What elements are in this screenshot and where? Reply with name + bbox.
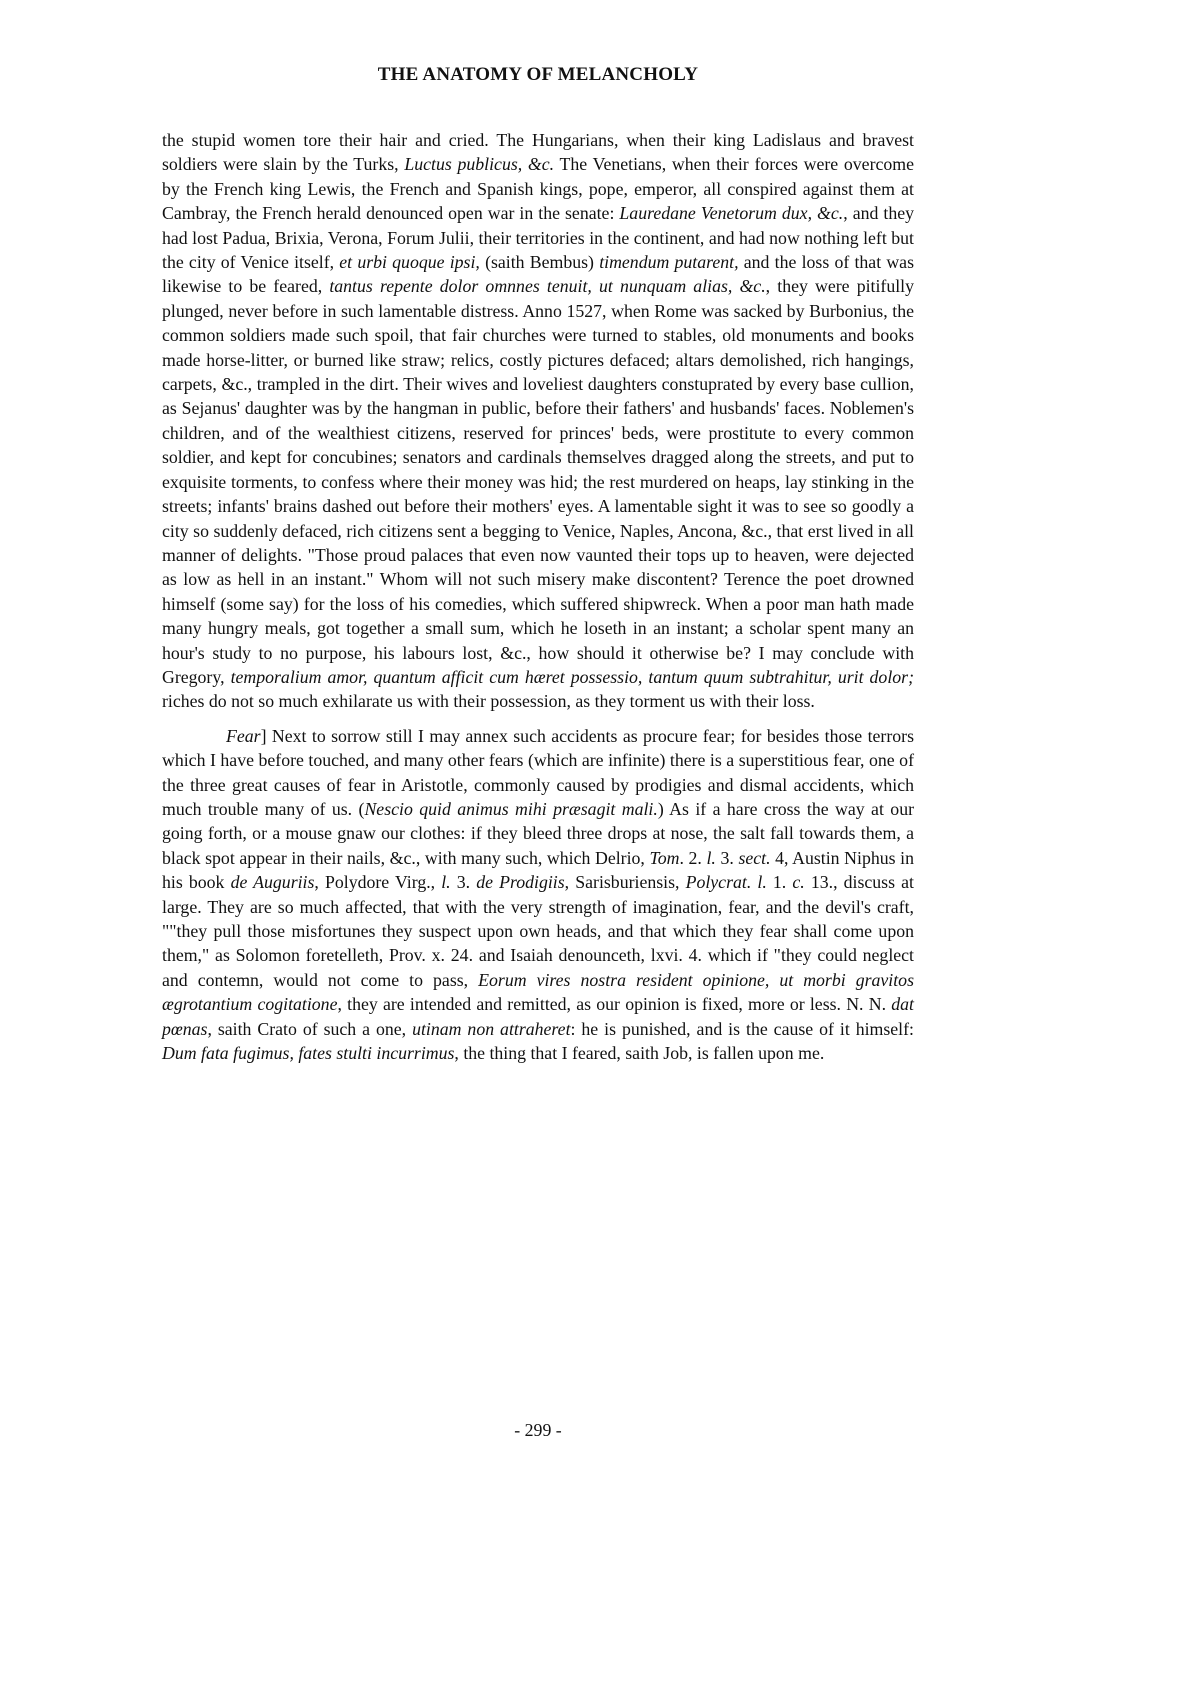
italic-run: Lauredane Venetorum dux, &c. — [619, 203, 844, 224]
body-text — [162, 128, 914, 1065]
italic-run: c. — [792, 872, 805, 893]
page-number: - 299 - — [514, 1420, 562, 1440]
italic-run: de Auguriis — [230, 872, 315, 893]
italic-run: timendum putarent, — [599, 252, 739, 273]
italic-run: Tom — [649, 847, 680, 868]
italic-run: temporalium amor, quantum afficit cum hæret possessio, tantum quum subtrahitur, urit dolor; — [230, 666, 914, 687]
italic-run: Dum fata fugimus, fates stulti incurrimus — [162, 1043, 455, 1064]
running-title: THE ANATOMY OF MELANCHOLY — [377, 64, 699, 85]
italic-run: et urbi quoque ipsi, — [339, 252, 480, 273]
italic-run: Nescio quid animus mihi præsagit mali. — [364, 798, 658, 819]
paragraph: the stupid women tore their hair and cried. The Hungarians, when their king Ladislaus and bravest soldiers were slain by the Turks, Luctus publicus, &c. The Venetians, when their forces were overcome by the French king Lewis, the French and Spanish kings, pope, emperor, all conspired against them at Cambray, the French herald denounced open war in the senate: Lauredane Venetorum dux, &c., and they had lost Padua, Brixia, Verona, Forum Julii, their territories in the continent, and had now nothing left but the city of Venice itself, et urbi quoque ipsi, (saith Bembus) timendum putarent, and the loss of that was likewise to be feared, tantus repente dolor omnnes tenuit, ut nunquam alias, &c., they were pitifully plunged, never before in such lamentable distress. Anno 1527, when Rome was sacked by Burbonius, the common soldiers made such spoil, that fair churches were turned to stables, old monuments and books made horse-litter, or burned like straw; relics, costly pictures defaced; altars demolished, rich hangings, carpets, &c., trampled in the dirt. Their wives and loveliest daughters constuprated by every base cullion, as Sejanus' daughter was by the hangman in public, before their fathers' and husbands' faces. Noblemen's children, and of the wealthiest citizens, reserved for princes' beds, were prostitute to every common soldier, and kept for concubines; senators and cardinals themselves dragged along the streets, and put to exquisite torments, to confess where their money was hid; the rest murdered on heaps, lay stinking in the streets; infants' brains dashed out before their mothers' eyes. A lamentable sight it was to see so goodly a city so suddenly defaced, rich citizens sent a begging to Venice, Naples, Ancona, &c., that erst lived in all manner of delights. "Those proud palaces that even now vaunted their tops up to heaven, were dejected as low as hell in an instant." Whom will not such misery make discontent? Terence the poet drowned himself (some say) for the loss of his comedies, which suffered shipwreck. When a poor man hath made many hungry meals, got together a small sum, which he loseth in an instant; a scholar spent many an hour's study to no purpose, his labours lost, &c., how should it otherwise be? I may conclude with Gregory, temporalium amor, quantum afficit cum hæret possessio, tantum quum subtrahitur, urit dolor; riches do not so much exhilarate us with their possession, as they torment us with their loss. — [162, 130, 915, 712]
italic-run: de Prodigiis — [476, 872, 565, 893]
italic-run: Fear — [226, 725, 261, 746]
italic-run: tantus repente dolor omnnes tenuit, ut nunquam alias, &c. — [329, 276, 766, 297]
italic-run: dat pœnas — [162, 994, 914, 1039]
italic-run: l. — [706, 847, 716, 868]
italic-run: Polycrat. l. — [685, 872, 767, 893]
italic-run: Luctus publicus, &c. — [404, 154, 555, 175]
italic-run: sect. — [738, 847, 771, 868]
italic-run: l. — [441, 872, 451, 893]
italic-run: Eorum vires nostra resident opinione, ut morbi gravitos ægrotantium cogitatione — [162, 969, 914, 1015]
italic-run: utinam non attraheret — [412, 1018, 571, 1039]
paragraph: Fear] Next to sorrow still I may annex such accidents as procure fear; for besides those terrors which I have before touched, and many other fears (which are infinite) there is a superstitious fear, one of the three great causes of fear in Aristotle, commonly caused by prodigies and dismal accidents, which much trouble many of us. (Nescio quid animus mihi præsagit mali.) As if a hare cross the way at our going forth, or a mouse gnaw our clothes: if they bleed three drops at nose, the salt fall towards them, a black spot appear in their nails, &c., with many such, which Delrio, Tom. 2. l. 3. sect. 4, Austin Niphus in his book de Auguriis, Polydore Virg., l. 3. de Prodigiis, Sarisburiensis, Polycrat. l. 1. c. 13., discuss at large. They are so much affected, that with the very strength of imagination, fear, and the devil's craft, ""they pull those misfortunes they suspect upon own heads, and that which they fear shall come upon them," as Solomon foretelleth, Prov. x. 24. and Isaiah denounceth, lxvi. 4. which if "they could neglect and contemn, would not come to pass, Eorum vires nostra resident opinione, ut morbi gravitos ægrotantium cogitatione, they are intended and remitted, as our opinion is fixed, more or less. N. N. dat pœnas, saith Crato of such a one, utinam non attraheret: he is punished, and is the cause of it himself: Dum fata fugimus, fates stulti incurrimus, the thing that I feared, saith Job, is fallen upon me. — [162, 725, 915, 1064]
